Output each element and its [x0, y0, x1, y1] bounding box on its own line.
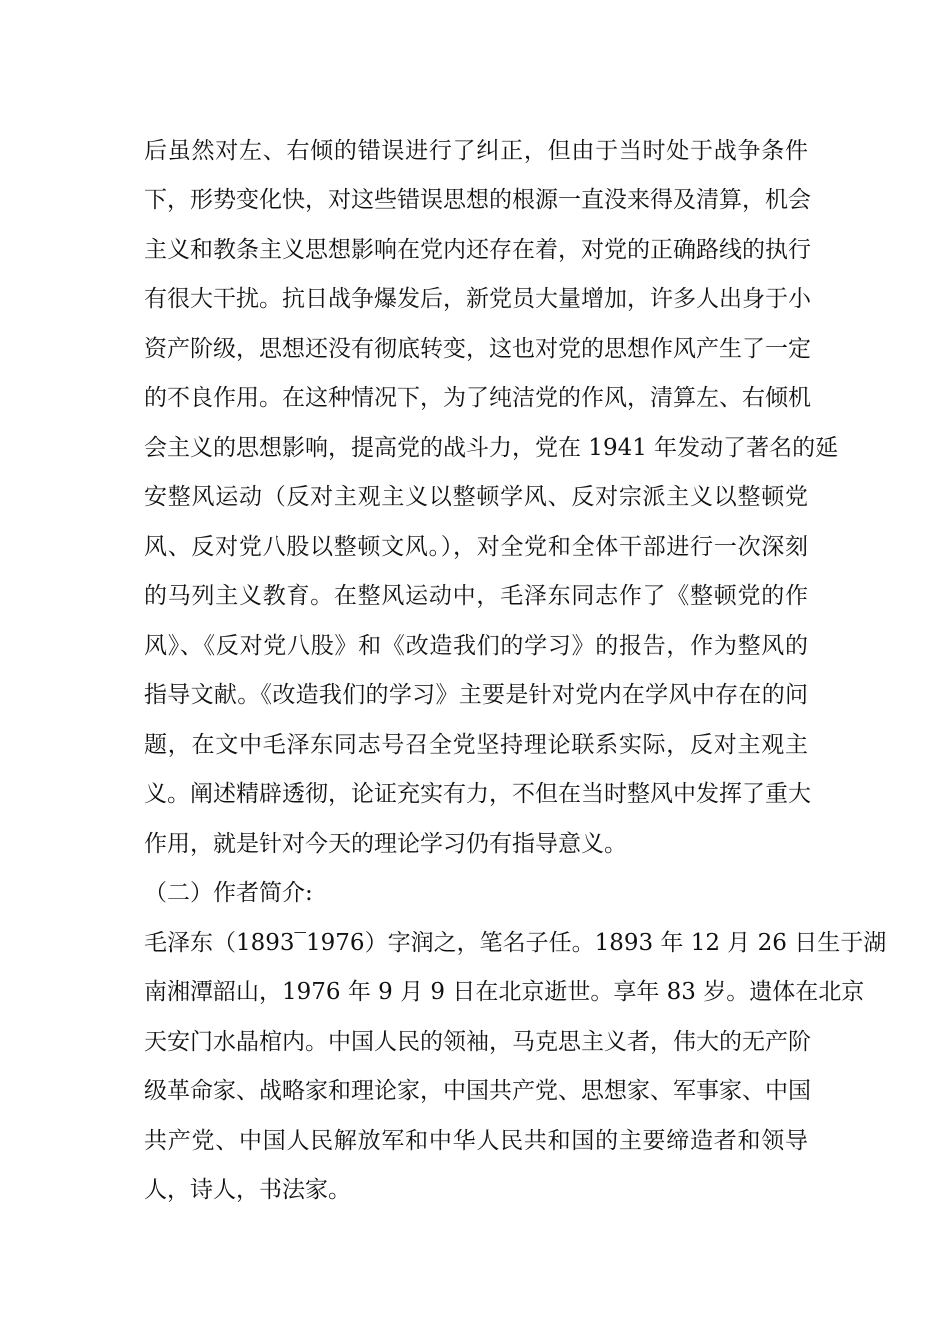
- paragraph-line: 人，诗人，书法家。: [144, 1177, 351, 1203]
- section-heading: （二）作者简介:: [144, 880, 313, 906]
- paragraph-line: 有很大干扰。抗日战争爆发后，新党员大量增加，许多人出身于小: [144, 286, 811, 312]
- paragraph-line: 的马列主义教育。在整风运动中，毛泽东同志作了《整顿党的作: [144, 583, 808, 609]
- paragraph-line: 的不良作用。在这种情况下，为了纯洁党的作风，清算左、右倾机: [144, 385, 811, 411]
- paragraph-line: 风、反对党八股以整顿文风。），对全党和全体干部进行一次深刻: [144, 534, 808, 560]
- paragraph-line: 主义和教条主义思想影响在党内还存在着，对党的正确路线的执行: [144, 237, 811, 263]
- paragraph-line: 毛泽东（1893‾1976）字润之，笔名子任。1893 年 12 月 26 日生于湖: [144, 930, 887, 956]
- paragraph-line: 安整风运动（反对主观主义以整顿学风、反对宗派主义以整顿党: [144, 484, 808, 510]
- paragraph-line: 天安门水晶棺内。中国人民的领袖，马克思主义者，伟大的无产阶: [144, 1029, 811, 1055]
- paragraph-line: 风》、《反对党八股》和《改造我们的学习》的报告，作为整风的: [144, 633, 808, 659]
- paragraph-line: 下，形势变化快，对这些错误思想的根源一直没来得及清算，机会: [144, 187, 811, 213]
- paragraph-line: 作用，就是针对今天的理论学习仍有指导意义。: [144, 831, 627, 857]
- paragraph-line: 会主义的思想影响，提高党的战斗力，党在 1941 年发动了著名的延: [144, 435, 839, 461]
- paragraph-line: 后虽然对左、右倾的错误进行了纠正，但由于当时处于战争条件: [144, 138, 808, 164]
- paragraph-line: 级革命家、战略家和理论家，中国共产党、思想家、军事家、中国: [144, 1078, 811, 1104]
- paragraph-line: 资产阶级，思想还没有彻底转变，这也对党的思想作风产生了一定: [144, 336, 811, 362]
- paragraph-line: 指导文献。《改造我们的学习》主要是针对党内在学风中存在的问: [144, 682, 808, 708]
- paragraph-line: 南湘潭韶山，1976 年 9 月 9 日在北京逝世。享年 83 岁。遗体在北京: [144, 979, 865, 1005]
- paragraph-line: 义。阐述精辟透彻，论证充实有力，不但在当时整风中发挥了重大: [144, 781, 811, 807]
- paragraph-line: 题，在文中毛泽东同志号召全党坚持理论联系实际，反对主观主: [144, 732, 808, 758]
- paragraph-line: 共产党、中国人民解放军和中华人民共和国的主要缔造者和领导: [144, 1128, 808, 1154]
